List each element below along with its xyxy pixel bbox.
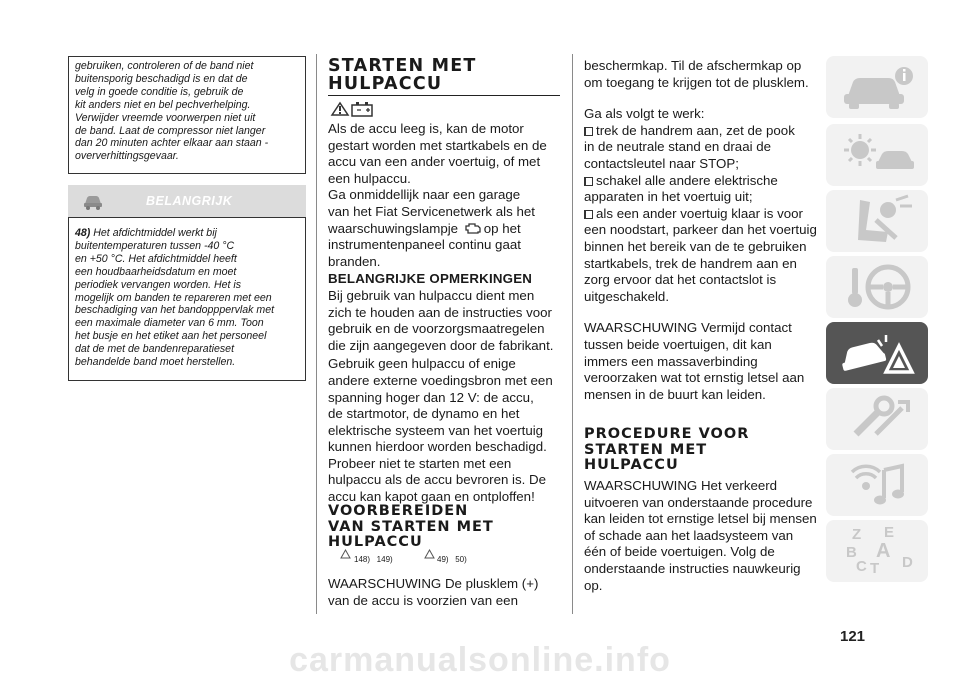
text-line: een noodstart, parkeer dan het voertuig	[584, 222, 817, 238]
note-number: 48)	[75, 227, 91, 239]
text-line-with-lamp	[328, 221, 564, 238]
text-line: spanning hoger dan 12 V: de accu,	[328, 389, 534, 405]
subheading: BELANGRIJKE OPMERKINGEN	[328, 271, 533, 287]
bullet-icon	[584, 210, 593, 219]
steering-wheel-key-icon	[826, 256, 928, 318]
text-line: mensen in de buurt kan leiden.	[584, 386, 766, 402]
text-fragment: waarschuwingslampje	[328, 220, 459, 236]
heading-line: STARTEN MET	[584, 441, 708, 458]
text-line: en +50 °C. Het afdichtmiddel heeft	[75, 252, 237, 265]
tab-multimedia[interactable]	[826, 454, 928, 516]
multimedia-music-icon	[826, 454, 928, 516]
column-divider	[572, 54, 573, 614]
index-letter: T	[870, 560, 880, 577]
text-line: beschermkap. Til de afschermkap op	[584, 58, 802, 73]
text-line: WAARSCHUWING De plusklem (+)	[328, 576, 539, 591]
text-line: kan leiden tot ernstige letsel bij mensen	[584, 511, 817, 527]
text-line: Bij gebruik van hulpaccu dient men	[328, 287, 535, 303]
column-divider	[316, 54, 317, 614]
tab-maintenance[interactable]	[826, 388, 928, 450]
text-line: op.	[584, 577, 603, 593]
tab-emergency[interactable]	[826, 322, 928, 384]
text-line: contactsleutel naar STOP;	[584, 155, 739, 171]
text-line: velg in goede conditie is, gebruik de	[75, 85, 244, 98]
title-line: STARTEN MET	[328, 56, 477, 76]
step-1	[584, 123, 820, 140]
important-note-text	[75, 227, 307, 369]
tab-dashboard-lights[interactable]	[826, 124, 928, 186]
heading-line: PROCEDURE VOOR	[584, 426, 750, 442]
important-band	[68, 185, 306, 217]
text-line: om toegang te krijgen tot de plusklem.	[584, 74, 809, 90]
dashboard-lights-icon	[826, 124, 928, 186]
maintenance-wrench-icon	[826, 388, 928, 450]
text-line: een hulpaccu.	[328, 170, 411, 186]
text-line: een houdbaarheidsdatum en moet	[75, 265, 237, 278]
text-line: kunnen hierdoor worden beschadigd.	[328, 439, 547, 455]
text-line: elektrische systeem van het voertuig	[328, 422, 544, 438]
heading-line: VOORBEREIDEN	[328, 503, 469, 519]
warning-triangle-icon	[340, 549, 351, 559]
text-line: immers een massaverbinding	[584, 353, 758, 369]
intro-note-text	[75, 60, 307, 163]
text-fragment: schakel alle andere elektrische	[596, 172, 778, 188]
text-line: Probeer niet te starten met een	[328, 455, 512, 471]
tab-index[interactable]	[826, 520, 928, 582]
text-line: het busje en het etiket aan het personeel	[75, 330, 267, 343]
section-heading	[584, 427, 749, 474]
title-rule	[328, 95, 560, 96]
text-line: mogelijk om banden te repareren met een	[75, 291, 272, 304]
text-line: branden.	[328, 253, 381, 269]
warning-triangle-icon	[424, 549, 435, 559]
watermark: carmanualsonline.info	[289, 641, 671, 679]
steps-intro: Ga als volgt te werk:	[584, 106, 705, 122]
text-line: buitensporig beschadigd is en dat de	[75, 72, 248, 85]
heading-line: HULPACCU	[328, 534, 423, 550]
text-line: kit anders niet en bel pechverhelping.	[75, 98, 251, 111]
important-title: BELANGRIJK	[146, 194, 233, 208]
index-letter: D	[902, 554, 913, 571]
text-line: Gebruik geen hulpaccu of enige	[328, 356, 516, 372]
text-line: oververhittingsgevaar.	[75, 150, 179, 163]
battery-intro	[328, 121, 564, 506]
emergency-warning-icon	[826, 322, 928, 384]
tab-car-info[interactable]	[826, 56, 928, 118]
index-letter: A	[876, 540, 891, 562]
text-line: tussen beide voertuigen, dit kan	[584, 336, 772, 352]
car-info-icon	[826, 56, 928, 118]
text-line: beschadiging van het bandopppervlak met	[75, 304, 275, 317]
text-line: zich te houden aan de instructies voor	[328, 304, 552, 320]
text-line: dat de met de bandenreparatieset	[75, 343, 235, 356]
battery-warning-icon	[330, 101, 376, 119]
text-line: die zijn aangegeven door de fabrikant.	[328, 337, 554, 353]
text-line: Het afdichtmiddel werkt bij	[93, 227, 217, 239]
heading-line: HULPACCU	[584, 457, 679, 473]
ref-left: 148) 149)	[354, 555, 393, 564]
text-line: gestart worden met startkabels en de	[328, 137, 547, 153]
text-line: uitgeschakeld.	[584, 288, 670, 304]
tab-seat-airbag[interactable]	[826, 190, 928, 252]
text-fragment: op het	[483, 220, 521, 236]
alphabetical-index-icon	[826, 520, 928, 582]
section-heading	[328, 504, 494, 551]
car-tyre-warning-icon	[82, 193, 104, 211]
text-line: binnen het bereik van de te gebruiken	[584, 238, 807, 254]
text-line: van het Fiat Servicenetwerk als het	[328, 203, 535, 219]
index-letter: Z	[852, 526, 862, 543]
heading-line: VAN STARTEN MET	[328, 518, 494, 535]
text-line: apparaten in het voertuig uit;	[584, 189, 753, 205]
text-line: of schade aan het laadsysteem van	[584, 527, 794, 543]
text-line: één of beide voertuigen. Volg de	[584, 544, 775, 560]
index-letter: C	[856, 558, 867, 575]
engine-lamp-icon	[464, 221, 482, 235]
text-line: startkabels, trek de handrem aan en	[584, 255, 797, 271]
section-title	[328, 58, 477, 93]
text-line: een maximale diameter van 6 mm. Toon	[75, 317, 264, 330]
text-line: WAARSCHUWING Vermijd contact	[584, 320, 792, 336]
text-line: hulpaccu als de accu bevroren is. De	[328, 472, 547, 488]
step-3	[584, 206, 820, 223]
text-line: instrumentenpaneel continu gaat	[328, 237, 521, 253]
bullet-icon	[584, 127, 593, 136]
text-line: gebruiken, controleren of de band niet	[75, 60, 254, 72]
text-fragment: als een ander voertuig klaar is voor	[596, 205, 803, 221]
text-line: accu kan kapot gaan en ontploffen!	[328, 489, 535, 505]
step-2	[584, 173, 820, 190]
text-line: gebruik en de voorzorgsmaatregelen	[328, 321, 545, 337]
note-first-line	[75, 227, 307, 240]
text-line: onderstaande instructies nauwkeurig	[584, 560, 801, 576]
ref-right: 49) 50)	[437, 555, 467, 564]
tab-steering-key[interactable]	[826, 256, 928, 318]
text-line: in de neutrale stand en draai de	[584, 139, 772, 155]
text-line: WAARSCHUWING Het verkeerd	[584, 478, 778, 493]
text-line: uitvoeren van onderstaande procedure	[584, 494, 813, 510]
text-line: dan 20 minuten achter elkaar aan staan -	[75, 137, 269, 150]
clamp-warning	[328, 576, 564, 609]
text-fragment: trek de handrem aan, zet de pook	[596, 122, 795, 138]
index-letter: B	[846, 544, 857, 561]
bullet-icon	[584, 177, 593, 186]
text-line: de band. Laat de compressor niet langer	[75, 124, 266, 137]
text-line: van de accu is voorzien van een	[328, 592, 518, 608]
text-line: behandelde band moet herstellen.	[75, 356, 236, 369]
text-line: Als de accu leeg is, kan de motor	[328, 121, 524, 136]
text-line: veroorzaken wat tot ernstig letsel aan	[584, 370, 805, 386]
page-number: 121	[840, 628, 866, 645]
text-line: Ga onmiddellijk naar een garage	[328, 187, 521, 203]
procedure-text	[584, 58, 820, 403]
index-letter: E	[884, 524, 895, 541]
text-line: andere externe voedingsbron met een	[328, 372, 553, 388]
text-line: zorg ervoor dat het contactslot is	[584, 272, 777, 288]
title-line: HULPACCU	[328, 73, 443, 94]
text-line: de startmotor, de dynamo en het	[328, 406, 520, 422]
text-line: accu van een ander voertuig, of met	[328, 154, 541, 170]
procedure-warning	[584, 478, 820, 594]
text-line: buitentemperaturen tussen -40 °C	[75, 239, 235, 252]
text-line: Verwijder vreemde voorwerpen niet uit	[75, 111, 256, 124]
text-line: periodiek vervangen worden. Het is	[75, 278, 242, 291]
seat-airbag-icon	[826, 190, 928, 252]
